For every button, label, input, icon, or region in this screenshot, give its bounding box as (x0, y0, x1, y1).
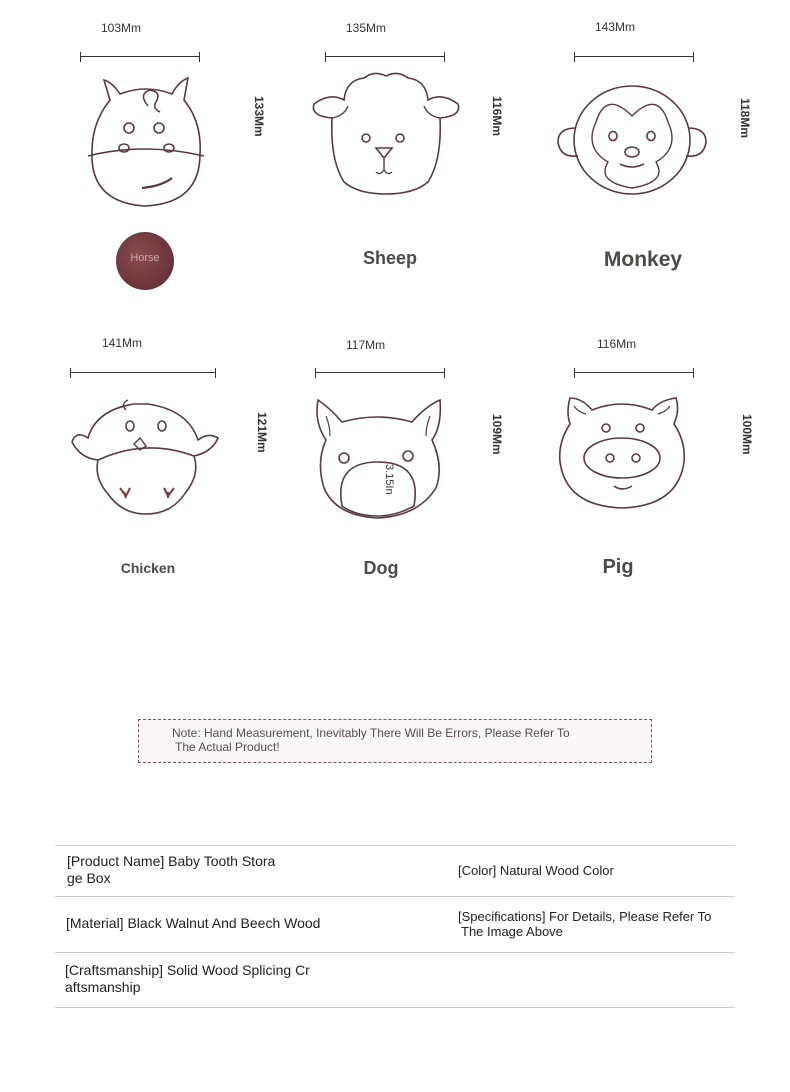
spec-product-name-line-2: ge Box (67, 870, 111, 886)
spec-divider (55, 1007, 735, 1008)
spec-material: [Material] Black Walnut And Beech Wood (66, 915, 321, 931)
spec-divider (55, 845, 735, 846)
pig-face-icon (556, 394, 688, 514)
horse-face-icon (82, 72, 212, 212)
sheep-face-icon (308, 70, 464, 200)
chicken-face-icon (68, 390, 224, 522)
spec-divider (55, 896, 735, 897)
horse-badge (116, 232, 174, 290)
height-label: 109Mm (490, 414, 504, 455)
width-label: 103Mm (101, 21, 142, 35)
measurement-note (138, 719, 652, 763)
animal-label: Pig (602, 556, 634, 578)
spec-craftsmanship-line-1: [Craftsmanship] Solid Wood Splicing Cr (65, 962, 310, 978)
spec-craftsmanship (65, 962, 310, 996)
horse-badge-text: Horse (130, 252, 160, 264)
height-label: 133Mm (252, 96, 266, 137)
spec-divider (55, 952, 735, 953)
spec-specifications (458, 909, 711, 939)
spec-product-name (67, 853, 275, 887)
width-dimension-line (574, 372, 694, 373)
spec-product-name-line-1: [Product Name] Baby Tooth Stora (67, 853, 276, 869)
spec-specifications-line-2: The Image Above (461, 924, 563, 939)
width-label: 117Mm (346, 338, 386, 352)
width-dimension-line (325, 56, 445, 57)
animal-label: Chicken (120, 560, 176, 576)
inch-label: 3.15In (383, 464, 395, 495)
height-label: 121Mm (255, 412, 269, 453)
width-label: 141Mm (102, 336, 143, 350)
note-line-1: Note: Hand Measurement, Inevitably There Will Be Errors, Please Refer To (172, 726, 570, 740)
note-line-2: The Actual Product! (175, 740, 280, 754)
height-label: 100Mm (740, 414, 754, 455)
spec-color: [Color] Natural Wood Color (458, 863, 614, 878)
monkey-face-icon (556, 70, 708, 200)
dog-face-icon (312, 396, 444, 524)
spec-specifications-line-1: [Specifications] For Details, Please Refer To (458, 909, 712, 924)
height-label: 118Mm (738, 98, 752, 139)
animal-label: Dog (363, 558, 399, 578)
height-label: 116Mm (490, 96, 504, 137)
spec-craftsmanship-line-2: aftsmanship (65, 979, 141, 995)
width-label: 143Mm (595, 20, 636, 34)
animal-label: Sheep (362, 248, 418, 268)
width-label: 135Mm (346, 21, 387, 35)
width-dimension-line (70, 372, 216, 373)
width-dimension-line (574, 56, 694, 57)
width-dimension-line (80, 56, 200, 57)
width-label: 116Mm (597, 337, 637, 351)
animal-label: Monkey (603, 248, 683, 271)
width-dimension-line (315, 372, 445, 373)
